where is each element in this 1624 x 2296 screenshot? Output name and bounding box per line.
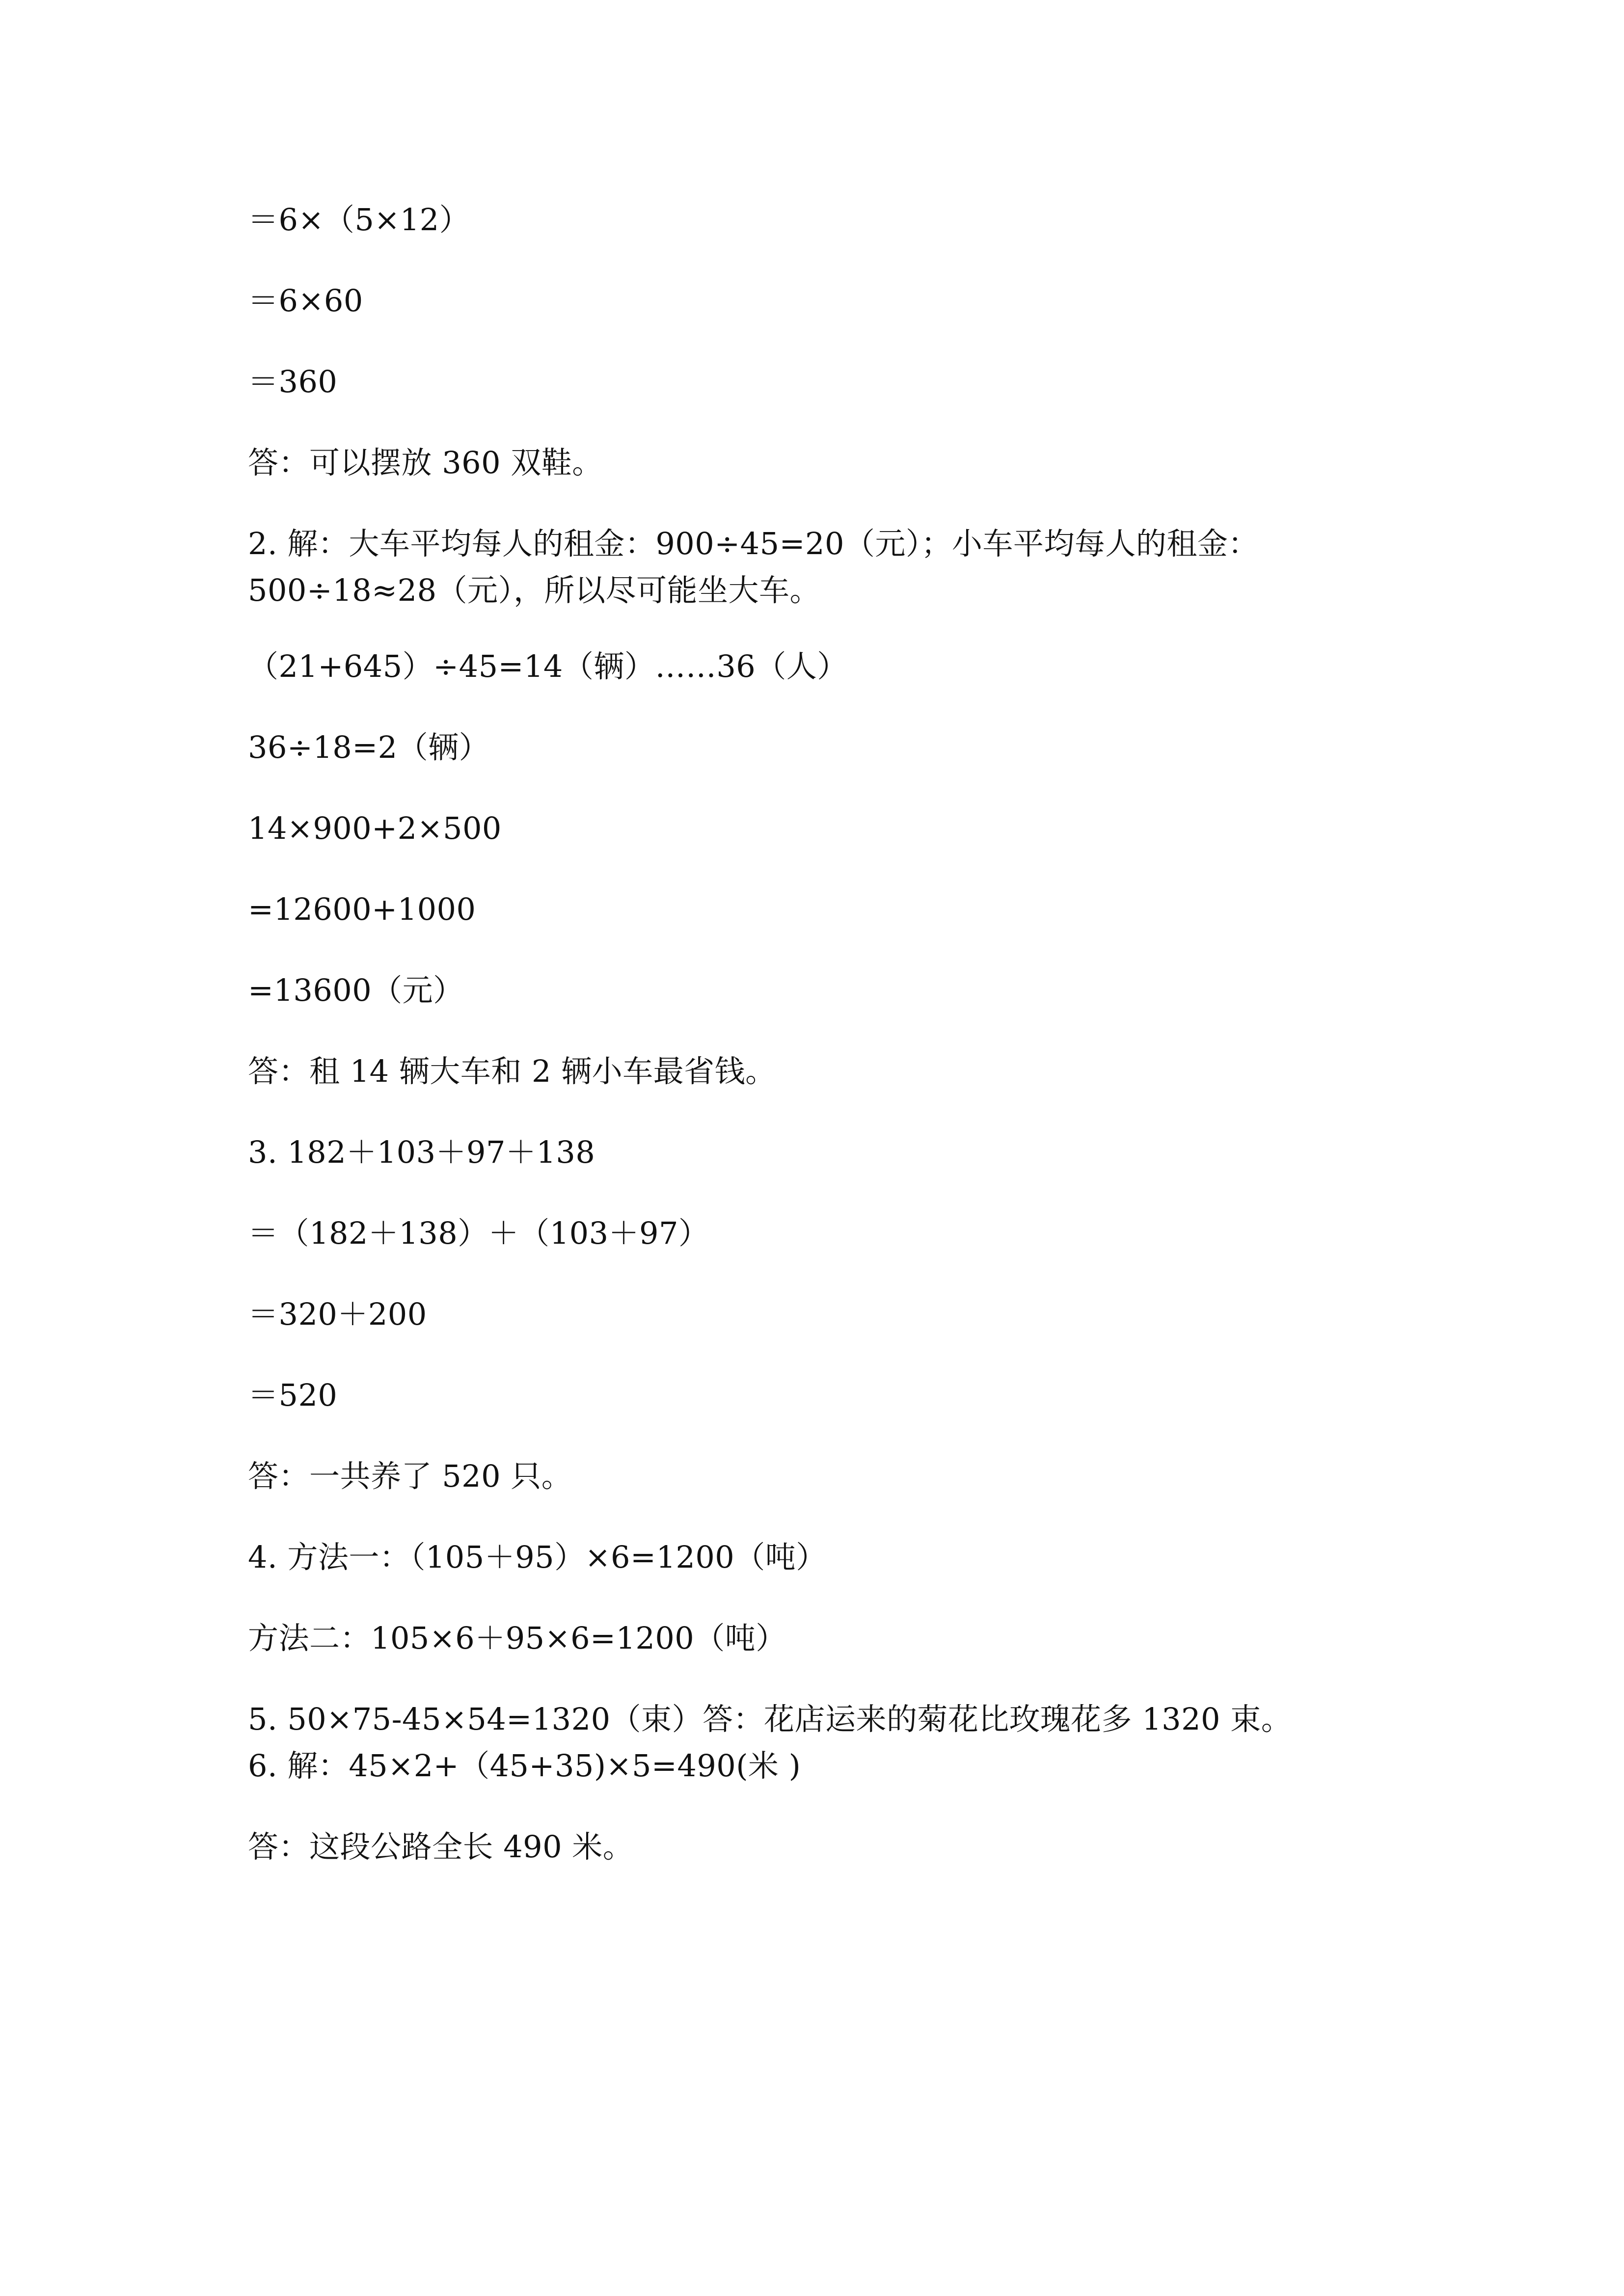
problem-2-line-6: =12600+1000 <box>248 891 476 927</box>
calc-line-1: ＝6×（5×12） <box>248 202 470 238</box>
answer-1: 答：可以摆放 360 双鞋。 <box>248 445 603 481</box>
problem-3-line-4: ＝520 <box>248 1377 338 1413</box>
problem-4-line-2: 方法二：105×6＋95×6=1200（吨） <box>248 1620 786 1656</box>
calc-line-3: ＝360 <box>248 364 338 400</box>
calc-line-2: ＝6×60 <box>248 283 363 319</box>
answer-6: 答：这段公路全长 490 米。 <box>248 1829 634 1865</box>
problem-2-line-1: 2. 解：大车平均每人的租金：900÷45=20（元）；小车平均每人的租金： <box>248 526 1259 561</box>
problem-6-line-1: 6. 解：45×2+（45+35)×5=490(米 ) <box>248 1748 801 1784</box>
problem-5-line-1: 5. 50×75-45×54=1320（束）答：花店运来的菊花比玫瑰花多 1320 束。 <box>248 1701 1292 1737</box>
problem-3-line-1: 3. 182＋103＋97＋138 <box>248 1134 595 1170</box>
answer-2: 答：租 14 辆大车和 2 辆小车最省钱。 <box>248 1053 776 1089</box>
answer-3: 答：一共养了 520 只。 <box>248 1458 572 1494</box>
problem-2-line-3: （21+645）÷45=14（辆）……36（人） <box>248 648 848 684</box>
problem-3-line-2: ＝（182＋138）＋（103＋97） <box>248 1215 709 1251</box>
problem-4-line-1: 4. 方法一：（105＋95）×6=1200（吨） <box>248 1539 827 1575</box>
problem-2-line-2: 500÷18≈28（元），所以尽可能坐大车。 <box>248 572 821 608</box>
problem-3-line-3: ＝320＋200 <box>248 1296 427 1332</box>
problem-2-line-5: 14×900+2×500 <box>248 810 502 846</box>
problem-2-line-7: =13600（元） <box>248 972 464 1008</box>
problem-2-line-4: 36÷18=2（辆） <box>248 729 490 765</box>
